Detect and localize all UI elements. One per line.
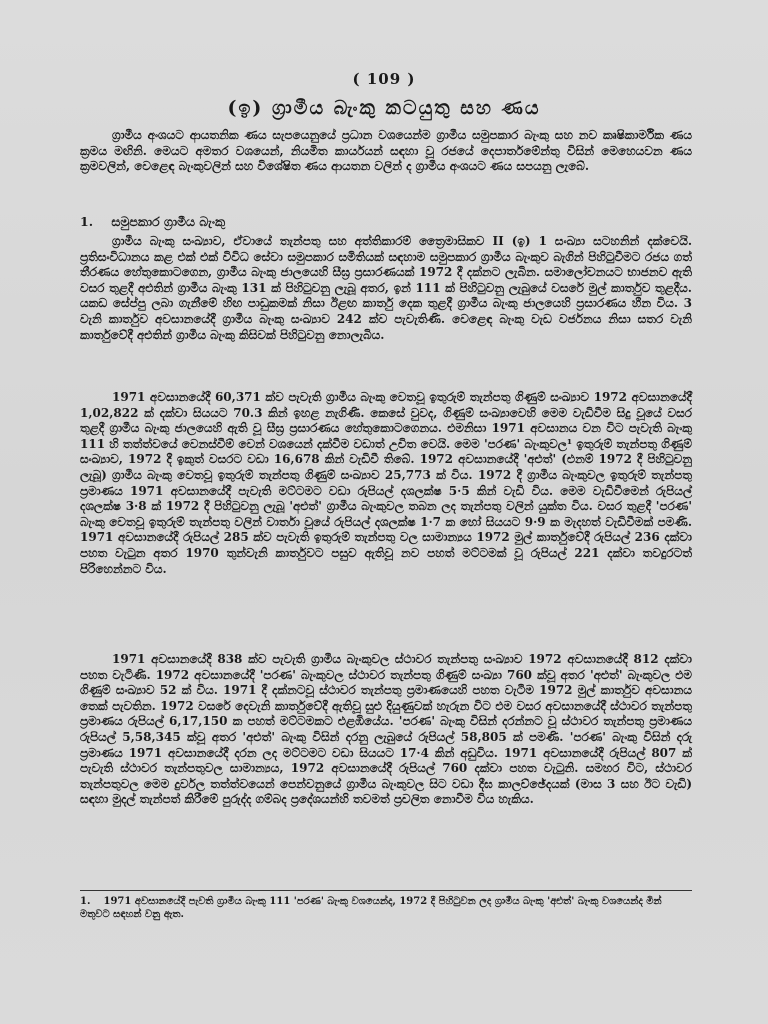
paragraph: 1971 අවසානයේදී 838 ක්ව පැවැති ග්‍රාමීය බැංකුවල ස්ථාවර තැන්පතු සංඛ්‍යාව 1972 අවසානයේදී 812 දක්වා පහත වැටිණි. 1972 අවසානයේදී 'පරණ' බැංකුවල ස්ථාවර තැන්පතු ගිණුම් සංඛ්‍යා 760 ක්වූ අතර 'අළුත්' බැංකුවල එම ගිණුම් සංඛ්‍යාව 52 ක් විය. 1971 දී දක්නටවූ ස්ථාවර තැන්පතු ප්‍රමාණයෙහි පහත වැටීම 1972 මුල් කාර්තුව අවසානය තෙක් පැවතින. 1972 වසරේ දෙවැනි කාර්තුවේදී ඇතිවූ සුළු දියුණුවක් හැරුන විට එම වසර අවසානයේදී ස්ථාවර තැන්පතු ප්‍රමාණය රුපියල් 6,17,150 ක පහත් මට්ටමකට එළඹියේය. 'පරණ' බැංකු විසින් දරන්නට වූ ස්ථාවර තැන්පතු ප්‍රමාණය රුපියල් 5,58,345 ක්වූ අතර 'අළුත්' බැංකු විසින් දරනු ලැබුයේ රුපියල් 58,805 ක් පමණි. 'පරණ' බැංකු විසින් දරු ප්‍රමාණය 1971 අවසානයේදී දරන ලද මට්ටමට වඩා සියයට 17·4 කින් අඩුවිය. 1971 අවසානයේදී රුපියල් 807 ක් පැවැති ස්ථාවර තැන්පතුවල සාමාන්‍යය, 1972 අවසානයේදී රුපියල් 760 දක්වා පහත වැටුනි. සමහර විට, ස්ථාවර තැන්පතුවල මෙම දුර්වල තත්ත්වයෙන් පෙන්වනුයේ ග්‍රාමීය බැංකුවල සිට වඩා දීඝ කාලච්ඡේදයක් (මාස 3 සහ ඊට වැඩි) සඳහා මුදල් තැන්පත් කිරීමේ පුරුද්ද ගම්බද ප්‍රදේශයන්හි තවමත් ප්‍රචලිත නොවීම විය හැකිය.	[80, 652, 692, 807]
paragraph: 1971 අවසානයේදී 60,371 ක්ව පැවැති ග්‍රාමීය බැංකු වෙතවූ ඉතුරුම් තැන්පතු ගිණුම් සංඛ්‍යාව 1972 අවසානයේදී 1,02,822 ක් දක්වා සියයට 70.3 කින් ඉහළ නැගිණි. කෙසේ වුවද, ගිණුම් සංඛ්‍යාවෙහි මෙම වැඩිවීම සිදු වූයේ වසර තුළදී ග්‍රාමීය බැංකු ජාලයෙහි ඇති වූ සීඝ්‍ර ප්‍රසාරණය හේතුකොටගෙනය. එමනිසා 1971 අවසානය වන විට පැවැති බැංකු 111 හි තත්ත්වයේ වෙනස්වීම් වෙන් වශයෙන් දක්වීම වඩාත් උචිත වෙයි. මෙම 'පරණ' බැංකුවල¹ ඉතුරුම් තැන්පතු ගිණුම් සංඛ්‍යාව, 1972 දී ඉකුත් වසරට වඩා 16,678 කින් වැඩිවී තිබේ. 1972 අවසානයේදී 'අළුත්' (එනම් 1972 දී පිහිටුවනු ලැබූ) ග්‍රාමීය බැංකු වෙතවූ ඉතුරුම් තැන්පතු ගිණුම් සංඛ්‍යාව 25,773 ක් විය. 1972 දී ග්‍රාමීය බැංකුවල ඉතුරුම් තැන්පතු ප්‍රමාණය 1971 අවසානයේදී පැවැති මට්ටමට වඩා රුපියල් දශලක්ෂ 5·5 කින් වැඩි විය. මෙම වැඩිවීමෙන් රුපියල් දශලක්ෂ 3·8 ක් 1972 දී පිහිටුවනු ලැබූ 'අළුත්' ග්‍රාමීය බැංකුවල තබන ලද තැන්පතු වලින් යුක්ත විය. වසර තුළදී 'පරණ' බැංකු වෙතවූ ඉතුරුම් තැන්පතු වලින් වාර්තා වූයේ රුපියල් දශලක්ෂ 1·7 ක හෝ සියයට 9·9 ක මැදහත් වැඩිවීමක් පමණි. 1971 අවසානයේදී රුපියල් 285 ක්ව පැවැති ඉතුරුම් තැන්පතු වල සාමාන්‍යය 1972 මුල් කාර්තුවේදී රුපියල් 236 දක්වා පහත වැටුන අතර 1970 තුන්වැනි කාර්තුවට පසුව ඇතිවූ නව පහත් මට්ටමක් වූ රුපියල් 221 දක්වා තවදුරටත් පිරිහෙන්නට විය.	[80, 390, 692, 576]
footnote-divider	[80, 890, 692, 891]
footnote-text: 1971 අවසානයේදී පැවති ග්‍රාමීය බැංකු 111 'පරණ' බැංකු වශයෙන්ද, 1972 දී පිහිටුවන ලද ග්‍රාමීය බැංකු 'අළුත්' බැංකු වශයෙන්ද මින් මතුවට සඳහන් වනු ඇත.	[80, 896, 662, 920]
page-number: ( 109 )	[352, 70, 416, 88]
paragraph-1-block	[80, 234, 692, 343]
section-title: සමුපකාර ග්‍රාමීය බැංකු	[111, 214, 226, 229]
section-heading	[80, 214, 225, 230]
footnote-number: 1.	[80, 896, 91, 907]
paragraph-3-block	[80, 652, 692, 808]
page-title: (ඉ) ග්‍රාමීය බැංකු කටයුතු සහ ණය	[227, 97, 541, 119]
intro-paragraph: ග්‍රාමීය අංශයට ආයතනික ණය සැපයෙනුයේ ප්‍රධාන වශයෙන්ම ග්‍රාමීය සමුපකාර බැංකු සහ නව කෘෂිකාර්මික ණය ක්‍රමය මඟිනි. මෙයට අමතර වශයෙන්, නියමිත කාර්යයන් සඳහා වූ රජයේ දෙපාර්තමේන්තු විසින් මෙහෙයවන ණය ක්‍රමවලින්, වෙළෙඳ බැංකුවලින් සහ විශේෂිත ණය ආයතන වලින් ද ග්‍රාමීය අංශයට ණය සපයනු ලැබේ.	[80, 128, 692, 174]
section-number: 1.	[80, 214, 94, 229]
intro-section	[80, 128, 692, 175]
paragraph-2-block	[80, 390, 692, 577]
footnote	[80, 895, 692, 921]
paragraph: ග්‍රාමීය බැංකු සංඛ්‍යාව, ඒවායේ තැන්පතු සහ අත්තිකාරම් ත්‍රෛමාසිකව II (ඉ) 1 සංඛ්‍යා සටහනින් දක්වෙයි. ප්‍රතිසංවිධානය කළ එක් එක් විවිධ සේවා සමුපකාර සමිතියක් සඳහාම සමුපකාර ග්‍රාමීය බැංකුව බැගින් පිහිටුවීමට රජය ගත් තීරණය හේතුකොටගෙන, ග්‍රාමීය බැංකු ජාලයෙහි සීඝ්‍ර ප්‍රසාරණයක් 1972 දී දක්නට ලැබින. සමාලෝචනයට භාජනව ඇති වසර තුළදී අළුතින් ග්‍රාමීය බැංකු 131 ක් පිහිටුවනු ලැබූ අතර, ඉන් 111 ක් පිහිටුවනු ලැබුයේ වසරේ මුල් කාර්තුව තුළදීය. යකඩ සේප්පු ලබා ගැනීමේ හිඟ පාඩුකමක් නිසා ඊළඟ කාර්තු දෙක තුළදී ග්‍රාමීය බැංකු ජාලයෙහි ප්‍රසාරණය හීන විය. 3 වැනි කාර්තුව අවසානයේදී ග්‍රාමීය බැංකු සංඛ්‍යාව 242 ක්ව පැවැතිණි. වෙළෙඳ බැංකු වැඩ වර්ජනය නිසා සතර වැනි කාර්තුවේදී අළුතින් ග්‍රාමීය බැංකු කිසිවක් පිහිටුවනු නොලැබිය.	[80, 234, 692, 342]
